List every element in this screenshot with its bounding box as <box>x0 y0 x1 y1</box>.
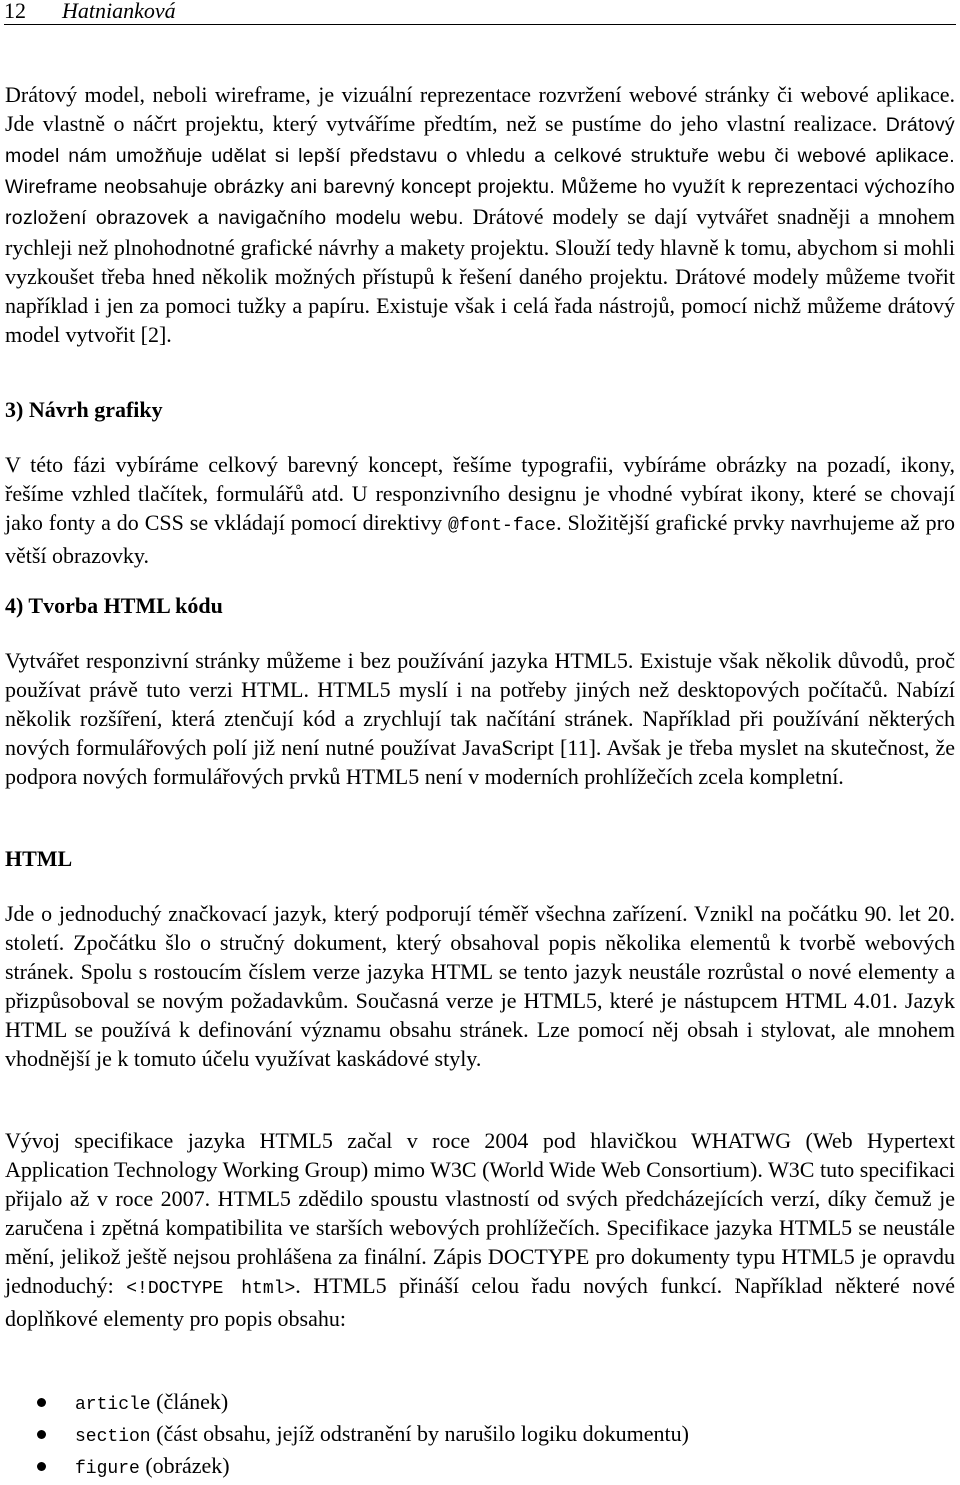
element-list-block <box>0 1386 950 1482</box>
list-item-text: (část obsahu, jejíž odstranění by narušilo logiku dokumentu) <box>150 1421 689 1446</box>
section-3-heading: 3) Návrh grafiky <box>5 397 163 422</box>
bullet-icon <box>37 1398 46 1407</box>
section-4-heading-block <box>5 591 955 620</box>
font-face-code: @font-face <box>448 516 557 536</box>
section-4-paragraph-block <box>5 646 955 791</box>
intro-text-sans: Drátový model nám umožňuje udělat si lepší představu o vhledu a celkové struktuře webu či webové aplikace. Wireframe neobsahuje obrázky ani barevný koncept projektu. Můžeme ho využít k reprezentaci výchozího rozložení obrazovek a navigačního modelu webu. <box>5 114 955 229</box>
list-item-code: figure <box>75 1459 140 1479</box>
page-number: 12 <box>4 0 26 23</box>
html-paragraph-2-after: . HTML5 přináší celou řadu nových funkcí. Například některé nové doplňkové elementy pro popis obsahu: <box>5 1273 955 1331</box>
list-item-text: (obrázek) <box>139 1453 230 1478</box>
intro-paragraph <box>5 80 955 349</box>
section-3-heading-block <box>5 395 955 424</box>
section-3-paragraph <box>5 450 955 570</box>
author-name: Hatnianková <box>62 0 176 23</box>
intro-paragraph-block <box>5 80 955 349</box>
bullet-icon <box>37 1430 46 1439</box>
intro-text-serif: Drátový model, neboli wireframe, je vizuální reprezentace rozvržení webové stránky či webové aplikace. Jde vlastně o náčrt projektu, který vytváříme předtím, než se pustíme do jeho vlastní realizace. <box>5 82 955 136</box>
html-paragraph-1: Jde o jednoduchý značkovací jazyk, který podporují téměř všechna zařízení. Vznikl na počátku 90. let 20. století. Zpočátku šlo o stručný dokument, který obsahoval popis několika elementů k tvorbě webových stránek. Spolu s rostoucím číslem verze jazyka HTML se tento jazyk neustále rozrůstal o nové elementy a přizpůsoboval se novým požadavkům. Současná verze je HTML5, které je nástupcem HTML 4.01. Jazyk HTML se používá k definování významu obsahu stránek. Lze pomocí něj obsah i stylovat, ale mnohem vhodnější je k tomuto účelu využívat kaskádové styly. <box>5 901 955 1071</box>
html-paragraph-2-block <box>5 1126 955 1333</box>
element-list <box>0 1386 950 1482</box>
bullet-icon <box>37 1462 46 1471</box>
doctype-code: <!DOCTYPE html> <box>126 1279 296 1299</box>
section-3-text-before: V této fázi vybíráme celkový barevný koncept, řešíme typografii, vybíráme obrázky na pozadí, ikony, řešíme vzhled tlačítek, formulářů atd. U responzivního designu je vhodné vybírat ikony, které se chovají jako fonty a do CSS se vkládají pomocí direktivy <box>5 452 955 535</box>
section-3-text-after: . Složitější grafické prvky navrhujeme až pro větší obrazovky. <box>5 510 955 568</box>
section-4-paragraph: Vytvářet responzivní stránky můžeme i bez používání jazyka HTML5. Existuje však několik důvodů, proč používat právě tuto verzi HTML. HTML5 myslí i na potřeby jiných než desktopových počítačů. Nabízí několik rozšíření, která ztenčují kód a zrychlují tak načítání stránek. Například při používání některých nových formulářových polí již není nutné používat JavaScript [11]. Avšak je třeba myslet na skutečnost, že podpora nových formulářových prvků HTML5 není v moderních prohlížečích zcela kompletní. <box>5 648 955 789</box>
list-item <box>0 1418 950 1450</box>
list-item <box>0 1386 950 1418</box>
html-paragraph-2 <box>5 1126 955 1333</box>
html-paragraph-1-block <box>5 899 955 1073</box>
section-3-paragraph-block <box>5 450 955 570</box>
list-item <box>0 1450 950 1482</box>
list-item-code: article <box>75 1395 151 1415</box>
section-4-heading: 4) Tvorba HTML kódu <box>5 593 223 618</box>
list-item-text: (článek) <box>150 1389 229 1414</box>
html-heading: HTML <box>5 846 73 871</box>
html-paragraph-2-before: Vývoj specifikace jazyka HTML5 začal v roce 2004 pod hlavičkou WHATWG (Web Hypertext Application Technology Working Group) mimo W3C (World Wide Web Consortium). W3C tuto specifikaci přijalo až v roce 2007. HTML5 zdědilo spoustu vlastností od svých předcházejících verzí, díky čemuž je zaručena i zpětná kompatibilita ve starších webových prohlížečích. Specifikace jazyka HTML5 se neustále mění, jelikož ještě nejsou prohlášena za finální. Zápis DOCTYPE pro dokumenty typu HTML5 je opravdu jednoduchý: <box>5 1128 955 1298</box>
intro-text-rest: Drátové modely se dají vytvářet snadněji a mnohem rychleji než plnohodnotné grafické návrhy a makety projektu. Slouží tedy hlavně k tomu, abychom si mohli vyzkoušet třeba hned několik možných přístupů k řešení daného projektu. Drátové modely můžeme tvořit například i jen za pomoci tužky a papíru. Existuje však i celá řada nástrojů, pomocí nichž můžeme drátový model vytvořit [2]. <box>5 204 956 347</box>
html-heading-block <box>5 844 955 873</box>
list-item-code: section <box>75 1427 151 1447</box>
page-header <box>4 0 956 25</box>
